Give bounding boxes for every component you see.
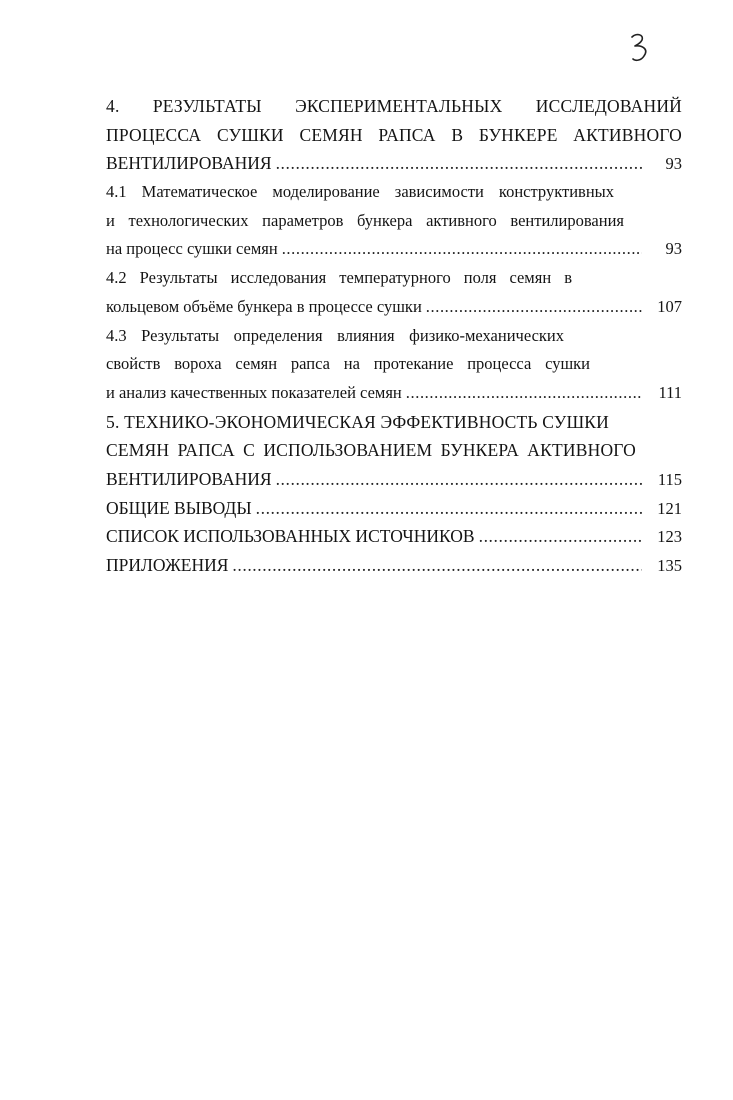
dot-leader	[276, 149, 642, 178]
dot-leader	[232, 551, 642, 580]
toc-entry-references	[106, 522, 682, 551]
toc-page-number: 107	[657, 296, 682, 316]
toc-line: 4.1 Математическое моделирование зависимости конструктивных	[106, 182, 614, 202]
toc-entry-section-4-3	[106, 322, 682, 408]
dot-leader	[276, 465, 642, 494]
toc-page-number: 115	[657, 469, 682, 489]
toc-line: СПИСОК ИСПОЛЬЗОВАННЫХ ИСТОЧНИКОВ	[106, 526, 475, 547]
toc-line: и анализ качественных показателей семян	[106, 382, 402, 402]
toc-line: 5. ТЕХНИКО-ЭКОНОМИЧЕСКАЯ ЭФФЕКТИВНОСТЬ СУШКИ	[106, 411, 610, 432]
toc-entry-conclusions	[106, 494, 682, 523]
toc-page-number: 93	[665, 154, 682, 174]
table-of-contents	[106, 92, 682, 580]
toc-line: ПРИЛОЖЕНИЯ	[106, 555, 229, 575]
toc-page-number: 93	[665, 239, 682, 259]
toc-line: свойств вороха семян рапса на протекание процесса сушки	[106, 354, 590, 374]
dot-leader	[256, 494, 642, 523]
dot-leader	[479, 522, 642, 551]
toc-entry-section-4-1	[106, 178, 682, 264]
toc-entry-chapter-5	[106, 408, 682, 494]
toc-page-number: 135	[657, 556, 682, 575]
dot-leader	[282, 235, 642, 264]
toc-page-number: 111	[658, 382, 682, 402]
toc-line: и технологических параметров бункера активного вентилирования	[106, 210, 624, 230]
toc-entry-appendices	[106, 551, 682, 580]
toc-line: ВЕНТИЛИРОВАНИЯ	[106, 153, 272, 174]
dot-leader	[406, 379, 642, 408]
toc-entry-section-4-2	[106, 264, 682, 321]
toc-line: ПРОЦЕССА СУШКИ СЕМЯН РАПСА В БУНКЕРЕ АКТИВНОГО	[106, 124, 682, 145]
toc-line: ВЕНТИЛИРОВАНИЯ	[106, 468, 272, 489]
toc-line: СЕМЯН РАПСА С ИСПОЛЬЗОВАНИЕМ БУНКЕРА АКТИВНОГО	[106, 440, 636, 461]
toc-line: на процесс сушки семян	[106, 239, 278, 259]
toc-entry-chapter-4	[106, 92, 682, 178]
toc-page-number: 123	[657, 527, 682, 547]
toc-line: 4. РЕЗУЛЬТАТЫ ЭКСПЕРИМЕНТАЛЬНЫХ ИССЛЕДОВАНИЙ	[106, 96, 682, 116]
toc-page-number: 121	[657, 498, 682, 518]
toc-line: ОБЩИЕ ВЫВОДЫ	[106, 497, 252, 518]
toc-line: 4.3 Результаты определения влияния физико-механических	[106, 325, 564, 345]
toc-line: кольцевом объёме бункера в процессе сушки	[106, 296, 422, 316]
handwritten-page-number	[622, 28, 662, 68]
dot-leader	[426, 293, 642, 322]
toc-line: 4.2 Результаты исследования температурного поля семян в	[106, 268, 572, 288]
